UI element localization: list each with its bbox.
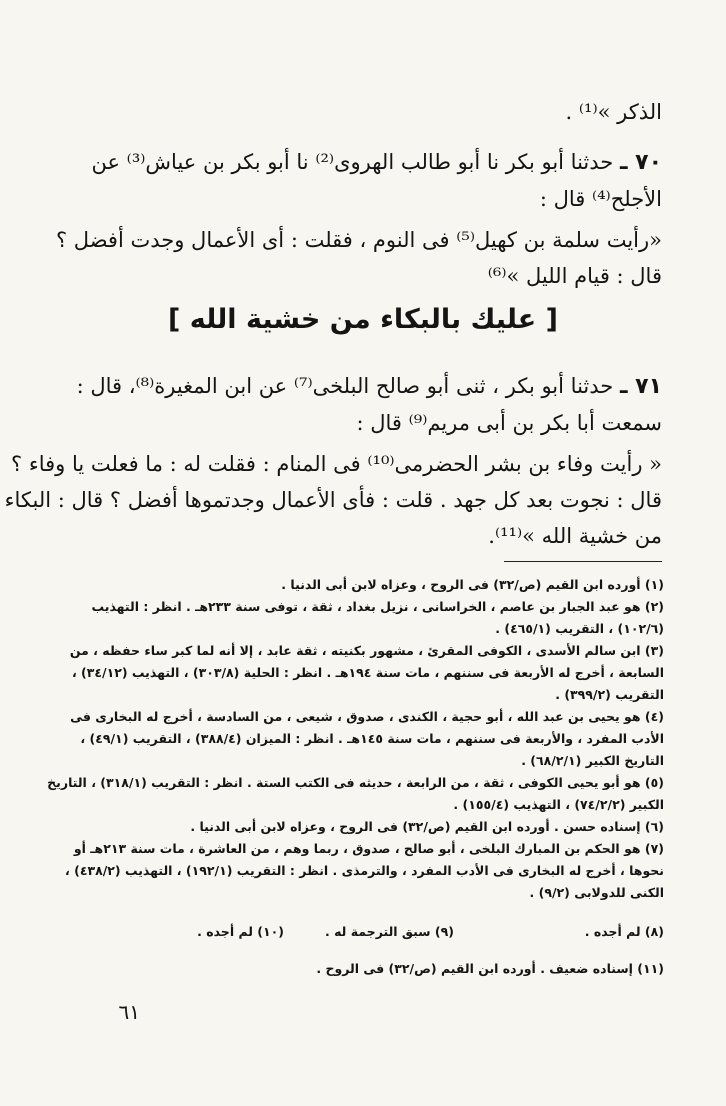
footnotes [47,574,664,904]
text-line: « رأيت وفاء بن بشر الحضرمى⁽¹⁰⁾ فى المنام : فقلت له : ما فعلت يا وفاء ؟ [11,452,662,476]
hadith-71 [62,368,662,441]
section-heading: [ عليك بالبكاء من خشية الله ] [168,304,558,335]
footnote-6: (٦) إسناده حسن . أورده ابن القيم (ص/٣٢) فى الروح ، وعزاه لابن أبى الدنيا . [190,819,664,834]
footnote-11: (١١) إسناده ضعيف . أورده ابن القيم (ص/٣٢) فى الروح . [316,961,664,976]
hadith-70 [62,144,662,217]
text-line: من خشية الله »⁽¹¹⁾. [488,524,662,548]
footnote-4-cont: الأدب المفرد ، والأربعة فى سننهم ، مات سنة ١٤٥هـ . انظر : الميزان (٣٨٨/٤) ، التقريب (٤٩/١) ، [80,731,664,746]
footnote-3: (٣) ابن سالم الأسدى ، الكوفى المقرئ ، مشهور بكنيته ، ثقة عابد ، إلا أنه لما كبر ساء حفظه ، من [69,643,664,658]
footnotes-inline-row [60,921,664,943]
footnotes-end [58,958,664,980]
text-line: «رأيت سلمة بن كهيل⁽⁵⁾ فى النوم ، فقلت : أى الأعمال وجدت أفضل ؟ [55,228,662,252]
page-number: ٦١ [118,1000,140,1024]
footnote-8: (٨) لم أجده . [584,924,664,939]
hadith-number: ٧٠ ـ [619,150,662,175]
footnote-10: (١٠) لم أجده . [197,924,284,939]
footnote-5-cont: الكبير (٧٤/٢/٢) ، التهذيب (١٥٥/٤) . [453,797,664,812]
text-run: حدثنا أبو بكر نا أبو طالب الهروى⁽²⁾ نا أبو بكر بن عياش⁽³⁾ عن [91,150,614,174]
text-run: حدثنا أبو بكر ، ثنى أبو صالح البلخى⁽⁷⁾ عن ابن المغيرة⁽⁸⁾، قال : [76,374,614,398]
hadith-number: ٧١ ـ [619,374,662,399]
footnote-1: (١) أورده ابن القيم (ص/٣٢) فى الروح ، وعزاه لابن أبى الدنيا . [281,577,664,592]
footnote-7: (٧) هو الحكم بن المبارك البلخى ، أبو صالح ، صدوق ، ربما وهم ، من العاشرة ، مات سنة ٢١٣هـ أو [73,841,664,856]
text-line: الذكر »⁽¹⁾ . [565,100,662,124]
text-line: قال : نجوت بعد كل جهد . قلت : فأى الأعمال وجدتموها أفضل ؟ قال : البكاء [4,488,662,512]
footnote-2: (٢) هو عبد الجبار بن عاصم ، الخراسانى ، نزيل بغداد ، ثقة ، توفى سنة ٢٣٣هـ . انظر : التهذيب [91,599,664,614]
footnote-7-cont: نحوها ، أخرج له البخارى فى الأدب المفرد ، والترمذى . انظر : التقريب (١٩٢/١) ، التهذيب (٤٣٨/٢) ، [64,863,664,878]
hadith-70-quote [55,222,662,294]
footnote-3-cont: التقريب (٣٩٩/٢) . [555,687,664,702]
footnote-separator [504,561,662,562]
footnote-4-cont: التاريخ الكبير (٦٨/٢/١) . [521,753,664,768]
text-line: سمعت أبا بكر بن أبى مريم⁽⁹⁾ قال : [356,411,662,435]
footnote-9: (٩) سبق الترجمة له . [325,924,454,939]
text-line: قال : قيام الليل »⁽⁶⁾ [487,264,662,288]
text-line [62,144,662,181]
footnote-5: (٥) هو أبو يحيى الكوفى ، ثقة ، من الرابعة ، حديثه فى الكتب الستة . انظر : التقريب (٣١٨/١) ، التاريخ [47,775,664,790]
footnote-2-cont: (١٠٢/٦) ، التقريب (٤٦٥/١) . [495,621,664,636]
footnote-3-cont: السابعة ، أخرج له الأربعة فى سننهم ، مات سنة ١٩٤هـ . انظر : الحلية (٣٠٣/٨) ، التهذيب (٣٤/١٢) ، [71,665,664,680]
text-line: الأجلح⁽⁴⁾ قال : [539,187,662,211]
text-line [62,368,662,405]
hadith-71-quote [4,446,662,554]
footnote-4: (٤) هو يحيى بن عبد الله ، أبو حجية ، الكندى ، صدوق ، شيعى ، من السادسة ، أخرج له البخارى فى [70,709,664,724]
footnote-7-cont: الكنى للدولابى (٩/٢) . [529,885,664,900]
paragraph-closing-quote [62,94,662,130]
